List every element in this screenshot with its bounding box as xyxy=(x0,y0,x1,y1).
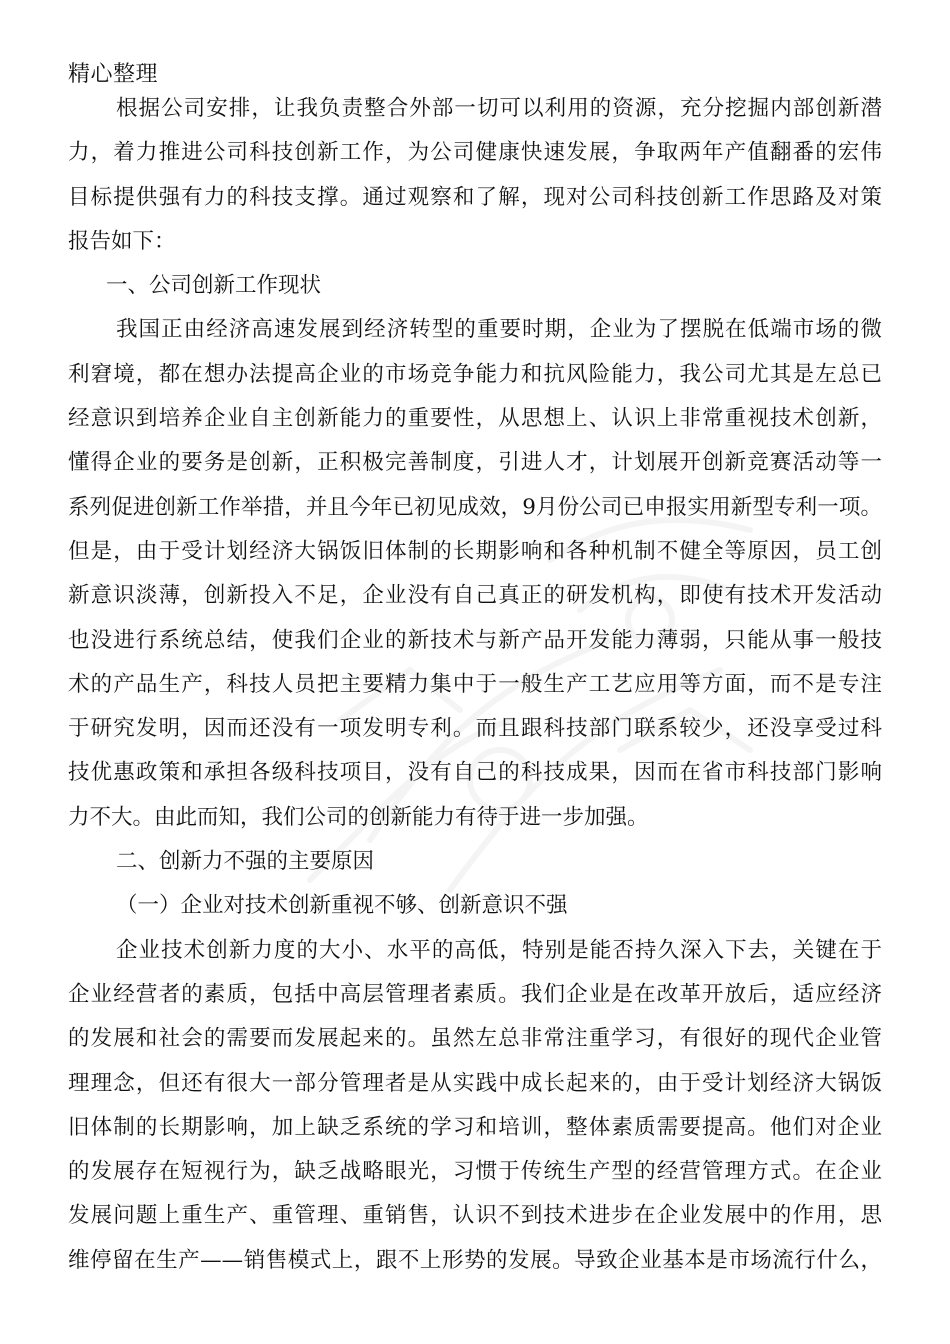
paragraph-line: 发展问题上重生产、重管理、重销售，认识不到技术进步在企业发展中的作用，思 xyxy=(68,1203,882,1229)
paragraph-line: 报告如下： xyxy=(68,228,176,254)
paragraph-line: 术的产品生产，科技人员把主要精力集中于一般生产工艺应用等方面，而不是专注 xyxy=(68,671,882,697)
paragraph-line: 目标提供强有力的科技支撑。通过观察和了解，现对公司科技创新工作思路及对策 xyxy=(68,184,882,210)
paragraph-line: 理理念，但还有很大一部分管理者是从实践中成长起来的，由于受计划经济大锅饭 xyxy=(68,1070,882,1096)
paragraph-line: 的发展和社会的需要而发展起来的。虽然左总非常注重学习，有很好的现代企业管 xyxy=(68,1026,882,1052)
paragraph-line: 力不大。由此而知，我们公司的创新能力有待于进一步加强。 xyxy=(68,804,649,830)
paragraph-line: 利窘境，都在想办法提高企业的市场竞争能力和抗风险能力，我公司尤其是左总已 xyxy=(68,361,882,387)
paragraph-line: 系列促进创新工作举措，并且今年已初见成效，9月份公司已申报实用新型专利一项。 xyxy=(68,494,882,520)
header-label: 精心整理 xyxy=(68,62,159,87)
paragraph-line: 力，着力推进公司科技创新工作，为公司健康快速发展，争取两年产值翻番的宏伟 xyxy=(68,140,882,166)
paragraph-line: 于研究发明，因而还没有一项发明专利。而且跟科技部门联系较少，还没享受过科 xyxy=(68,716,882,742)
paragraph-line: 的发展存在短视行为，缺乏战略眼光，习惯于传统生产型的经营管理方式。在企业 xyxy=(68,1159,882,1185)
paragraph-line: 经意识到培养企业自主创新能力的重要性，从思想上、认识上非常重视技术创新， xyxy=(68,406,882,432)
document-body xyxy=(68,87,882,1283)
paragraph-line: 技优惠政策和承担各级科技项目，没有自己的科技成果，因而在省市科技部门影响 xyxy=(68,760,882,786)
subsection-heading: （一）企业对技术创新重视不够、创新意识不强 xyxy=(116,893,568,919)
paragraph-line: 懂得企业的要务是创新，正积极完善制度，引进人才，计划展开创新竞赛活动等一 xyxy=(68,450,882,476)
paragraph-line: 新意识淡薄，创新投入不足，企业没有自己真正的研发机构，即使有技术开发活动 xyxy=(68,583,882,609)
paragraph-line: 维停留在生产——销售模式上，跟不上形势的发展。导致企业基本是市场流行什么， xyxy=(68,1247,882,1273)
paragraph-line: 企业经营者的素质，包括中高层管理者素质。我们企业是在改革开放后，适应经济 xyxy=(68,981,882,1007)
section-heading: 一、公司创新工作现状 xyxy=(106,273,322,299)
paragraph-line: 旧体制的长期影响，加上缺乏系统的学习和培训，整体素质需要提高。他们对企业 xyxy=(68,1114,882,1140)
paragraph-line: 但是，由于受计划经济大锅饭旧体制的长期影响和各种机制不健全等原因，员工创 xyxy=(68,538,882,564)
paragraph-line: 我国正由经济高速发展到经济转型的重要时期，企业为了摆脱在低端市场的微 xyxy=(116,317,882,343)
paragraph-line: 也没进行系统总结，使我们企业的新技术与新产品开发能力薄弱，只能从事一般技 xyxy=(68,627,882,653)
paragraph-line: 根据公司安排，让我负责整合外部一切可以利用的资源，充分挖掘内部创新潜 xyxy=(116,96,882,121)
section-heading: 二、创新力不强的主要原因 xyxy=(116,849,375,875)
paragraph-line: 企业技术创新力度的大小、水平的高低，特别是能否持久深入下去，关键在于 xyxy=(116,937,882,963)
